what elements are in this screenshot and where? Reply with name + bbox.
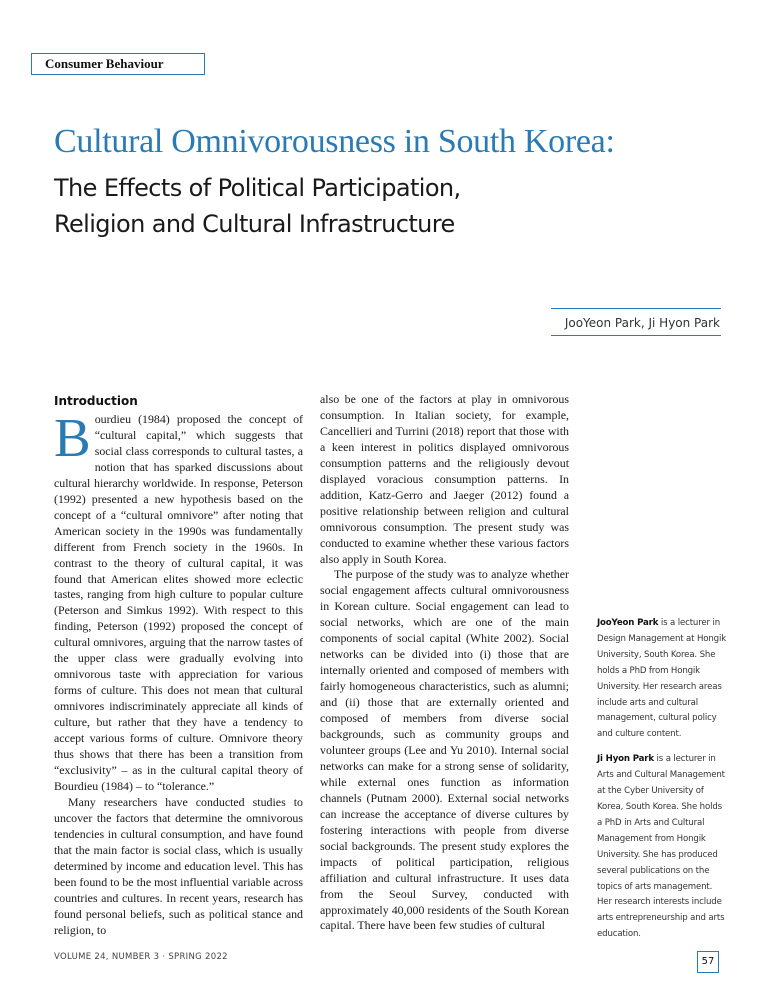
- article-title: Cultural Omnivorousness in South Korea:: [54, 123, 615, 160]
- paragraph: also be one of the factors at play in omnivorous consumption. In Italian society, for example, Cancellieri and Turrini (2018) report that those with a keen interest in politics displayed omnivorous consumption patterns and the religiously devout displayed voracious consumption patterns. In addition, Katz-Gerro and Jaeger (2012) found a positive relationship between religion and cultural omnivorous consumption. The present study was conducted to examine whether these various factors also apply in South Korea.: [320, 392, 569, 566]
- author-rule-bottom: [551, 335, 721, 336]
- author-bio-name: Ji Hyon Park: [597, 754, 654, 765]
- section-tag: Consumer Behaviour: [31, 53, 205, 75]
- drop-cap: B: [54, 407, 91, 468]
- paragraph: [54, 407, 303, 795]
- page-number: 57: [697, 951, 719, 973]
- section-heading-introduction: Introduction: [54, 394, 138, 408]
- author-bio-2: [597, 752, 727, 943]
- author-bio-name: JooYeon Park: [597, 618, 659, 628]
- author-bios: [597, 616, 727, 952]
- paragraph: Many researchers have conducted studies to uncover the factors that determine the omnivorous tendencies in cultural consumption, and have found that the main factor is social class, which is usually determined by income and education level. This has been found to be the most influential variable across countries and cultures. In recent years, research has found personal beliefs, such as political stance and religion, to: [54, 794, 303, 937]
- subtitle-line-2: Religion and Cultural Infrastructure: [54, 210, 455, 238]
- article-subtitle: [54, 170, 744, 242]
- author-bio-text: is a lecturer in Arts and Cultural Management at the Cyber University of Korea, South Korea. She holds a PhD in Arts and Cultural Management from Hongik University. She has produced several publications on the topics of arts management. Her research interests include arts entrepreneurship and arts education.: [597, 754, 725, 940]
- journal-footer: VOLUME 24, NUMBER 3 · SPRING 2022: [54, 952, 228, 962]
- paragraph-text: ourdieu (1984) proposed the concept of “cultural capital,” which suggests that social class corresponds to cultural tastes, a notion that has sparked discussions about cultural hierarchy worldwide. In response, Peterson (1992) presented a new hypothesis based on the concept of a “cultural omnivore” after noting that American society in the 1990s was fundamentally different from French society in the 1960s. In contrast to the theory of cultural capital, it was found that American elites showed more eclectic tastes, ranging from high culture to popular culture (Peterson and Simkus 1992). With respect to this finding, Peterson (1992) proposed the concept of cultural omnivores, arguing that the narrow tastes of the upper class were gradually evolving into omnivorous taste with appreciation for various forms of culture. This does not mean that cultural omnivores indiscriminately appreciate all kinds of culture, but rather that they have a tendency to accept various forms of culture. Omnivore theory thus shows that there has been a transition from “exclusivity” – as in the cultural capital theory of Bourdieu (1984) – to “tolerance.”: [54, 412, 303, 793]
- author-names: JooYeon Park, Ji Hyon Park: [564, 316, 720, 330]
- author-bio-text: is a lecturer in Design Management at Hongik University, South Korea. She holds a PhD from Hongik University. Her research areas include arts and cultural management, cultural policy and culture content.: [597, 618, 727, 740]
- body-column-1: [54, 392, 303, 938]
- body-column-2: [320, 392, 569, 934]
- author-bio-1: [597, 616, 727, 743]
- paragraph: The purpose of the study was to analyze whether social engagement affects cultural omnivorousness in Korean culture. Social engagement can lead to social networks, which are one of the main components of social capital (White 2002). Social networks can be divided into (i) those that are internally oriented and composed of members with fairly homogeneous characteristics, such as alumni; and (ii) those that are externally oriented and composed of members from diverse social backgrounds, such as community groups and volunteer groups (Lee and Yu 2010). Internal social networks can make for a strong sense of solidarity, while external ones function as information channels (Putnam 2000). External social networks can increase the acceptance of diverse cultures by fostering interactions with people from diverse social backgrounds. The present study explores the impacts of political participation, religious affiliation and cultural infrastructure. It uses data from the Seoul Survey, conducted with approximately 40,000 residents of the South Korean capital. There have been few studies of cultural: [320, 567, 569, 933]
- author-rule-top: [551, 308, 721, 309]
- subtitle-line-1: The Effects of Political Participation,: [54, 174, 461, 202]
